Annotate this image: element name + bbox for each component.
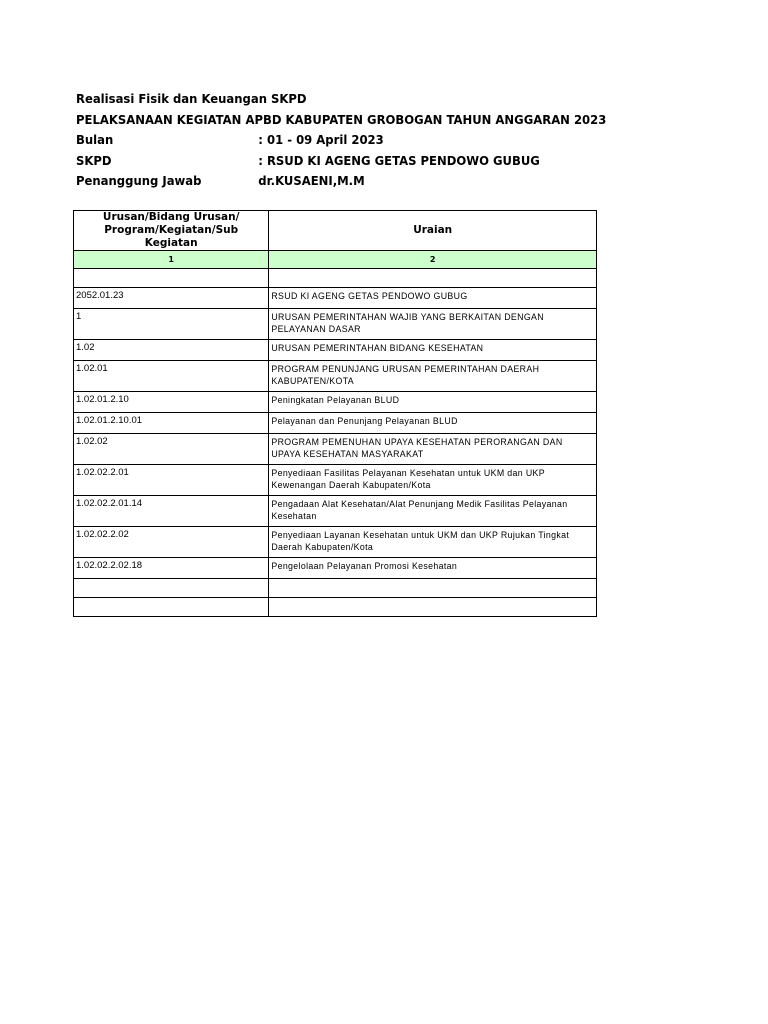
report-title: Realisasi Fisik dan Keuangan SKPD xyxy=(76,91,307,106)
field-penanggung-jawab xyxy=(76,171,634,192)
row-desc: PROGRAM PEMENUHAN UPAYA KESEHATAN PERORANGAN DAN UPAYA KESEHATAN MASYARAKAT xyxy=(269,434,597,465)
col2-header: Uraian xyxy=(269,211,597,251)
table-row xyxy=(74,434,597,465)
row-desc: URUSAN PEMERINTAHAN WAJIB YANG BERKAITAN DENGAN PELAYANAN DASAR xyxy=(269,309,597,340)
row-desc: Peningkatan Pelayanan BLUD xyxy=(269,392,597,413)
row-code: 1.02.02.2.02.18 xyxy=(74,558,269,579)
row-desc: Penyediaan Fasilitas Pelayanan Kesehatan untuk UKM dan UKP Kewenangan Daerah Kabupaten/Kota xyxy=(269,465,597,496)
row-code: 1.02.01.2.10.01 xyxy=(74,413,269,434)
row-code: 1.02.02.2.02 xyxy=(74,527,269,558)
row-code: 1.02.02.2.01.14 xyxy=(74,496,269,527)
row-code: 1.02 xyxy=(74,340,269,361)
col2-number: 2 xyxy=(269,251,597,269)
report-subtitle: PELAKSANAAN KEGIATAN APBD KABUPATEN GROBOGAN TAHUN ANGGARAN 2023 xyxy=(76,111,607,127)
activity-table xyxy=(73,210,597,617)
table-row xyxy=(74,340,597,361)
field-bulan-label: Bulan xyxy=(76,132,114,147)
table-row xyxy=(74,288,597,309)
row-code: 1.02.02.2.01 xyxy=(74,465,269,496)
table-row xyxy=(74,309,597,340)
row-code: 1.02.01.2.10 xyxy=(74,392,269,413)
field-penanggung-jawab-value: dr.KUSAENI,M.M xyxy=(258,173,365,188)
row-code: 1.02.02 xyxy=(74,434,269,465)
table-row xyxy=(74,527,597,558)
table-header-row xyxy=(74,211,597,251)
row-desc: Pengadaan Alat Kesehatan/Alat Penunjang Medik Fasilitas Pelayanan Kesehatan xyxy=(269,496,597,527)
table-row-empty xyxy=(74,269,597,288)
row-desc: PROGRAM PENUNJANG URUSAN PEMERINTAHAN DAERAH KABUPATEN/KOTA xyxy=(269,361,597,392)
table-row xyxy=(74,558,597,579)
field-bulan-value: : 01 - 09 April 2023 xyxy=(258,132,384,147)
col1-header: Urusan/Bidang Urusan/ Program/Kegiatan/Sub Kegiatan xyxy=(74,211,269,251)
table-number-row xyxy=(74,251,597,269)
table-row xyxy=(74,465,597,496)
row-code: 1 xyxy=(74,309,269,340)
table-row-empty xyxy=(74,579,597,598)
row-desc: RSUD KI AGENG GETAS PENDOWO GUBUG xyxy=(269,288,597,309)
table-row xyxy=(74,413,597,434)
field-skpd xyxy=(76,151,634,172)
table-row xyxy=(74,392,597,413)
row-desc: Pelayanan dan Penunjang Pelayanan BLUD xyxy=(269,413,597,434)
field-bulan xyxy=(76,130,634,151)
field-skpd-label: SKPD xyxy=(76,152,112,168)
table-row-empty xyxy=(74,598,597,617)
field-skpd-value: : RSUD KI AGENG GETAS PENDOWO GUBUG xyxy=(258,152,540,168)
row-desc: URUSAN PEMERINTAHAN BIDANG KESEHATAN xyxy=(269,340,597,361)
table-row xyxy=(74,496,597,527)
row-desc: Penyediaan Layanan Kesehatan untuk UKM dan UKP Rujukan Tingkat Daerah Kabupaten/Kota xyxy=(269,527,597,558)
report-header xyxy=(76,89,676,192)
table-row xyxy=(74,361,597,392)
row-desc: Pengelolaan Pelayanan Promosi Kesehatan xyxy=(269,558,597,579)
row-code: 1.02.01 xyxy=(74,361,269,392)
col1-number: 1 xyxy=(74,251,269,269)
field-penanggung-jawab-label: Penanggung Jawab xyxy=(76,173,202,188)
row-code: 2052.01.23 xyxy=(74,288,269,309)
